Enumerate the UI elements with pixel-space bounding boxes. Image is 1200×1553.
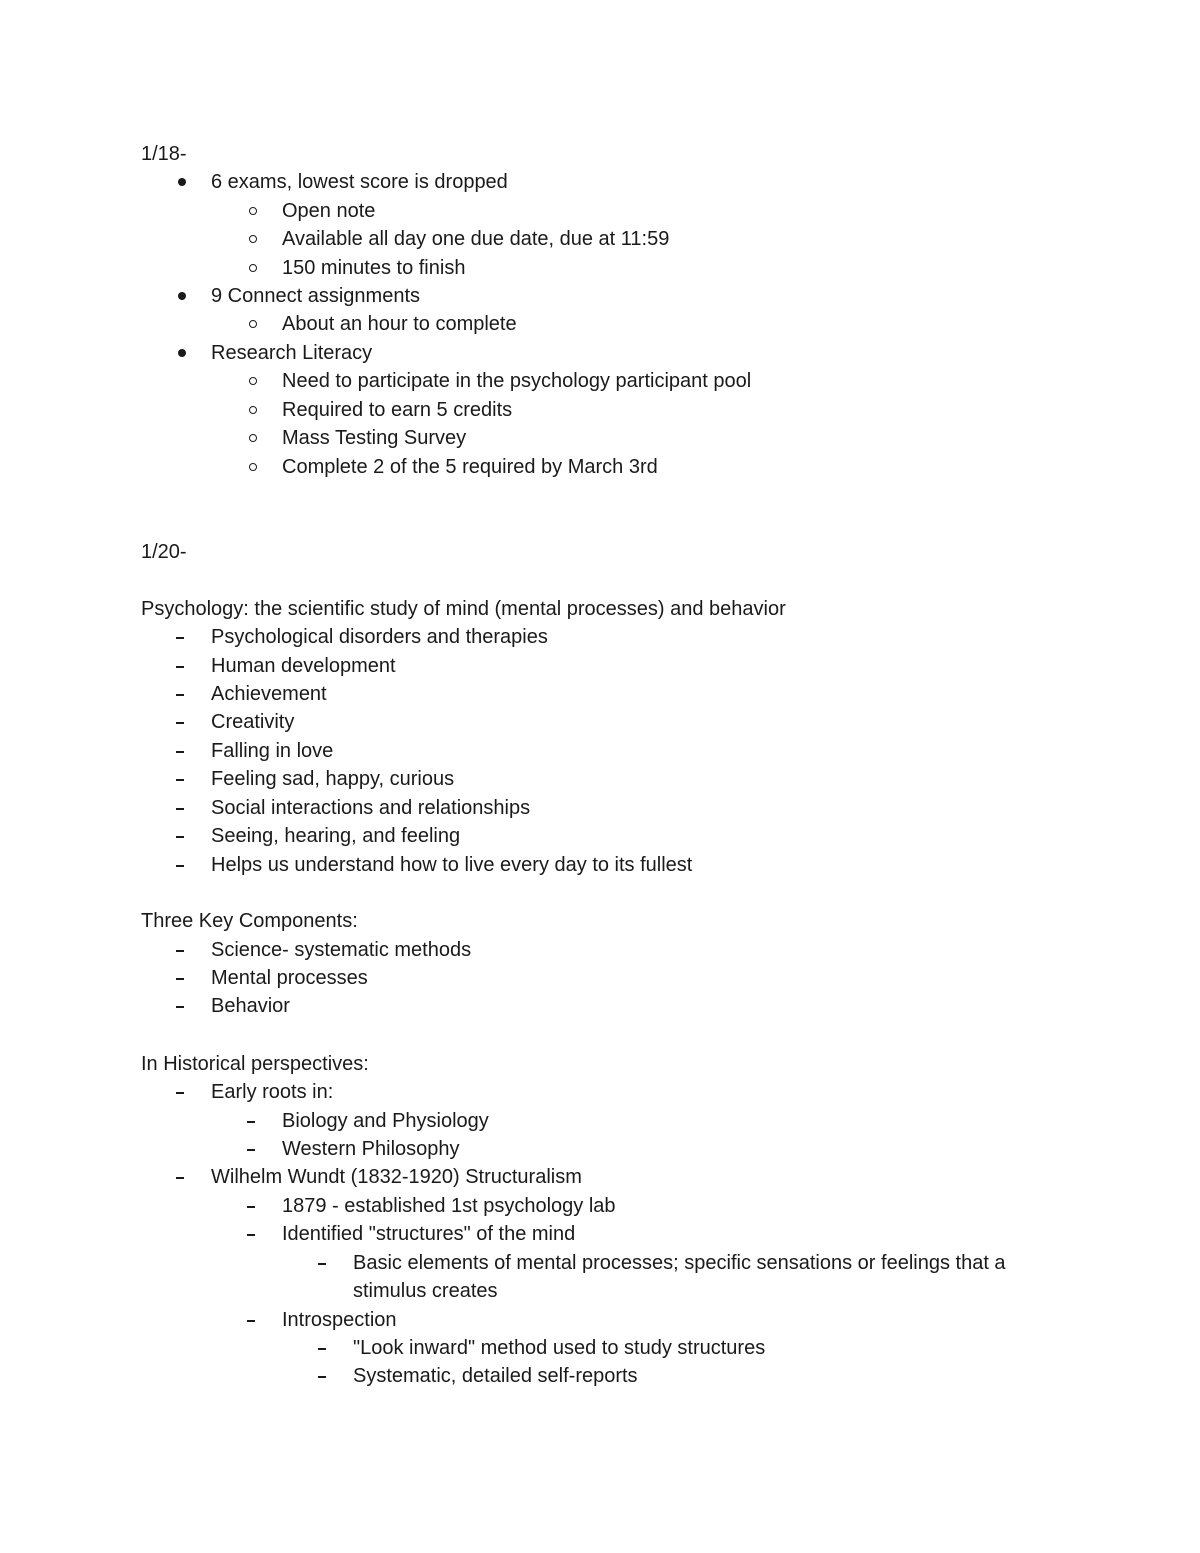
list-item-text: Mass Testing Survey	[282, 427, 467, 449]
list-item-text: Basic elements of mental processes; specific sensations or feelings that a	[353, 1252, 1006, 1274]
dash-icon	[176, 992, 196, 1020]
bullet-disc-icon	[178, 168, 198, 196]
dash-icon	[176, 1163, 196, 1191]
list-item-text: Research Literacy	[211, 342, 373, 364]
dash-icon	[176, 1078, 196, 1106]
bullet-circle-icon	[249, 310, 269, 338]
list-item-text: Early roots in:	[211, 1081, 334, 1103]
list-item-text: Systematic, detailed self-reports	[353, 1365, 638, 1387]
date-heading-text: 1/20-	[141, 541, 187, 563]
list-item-text: Identified "structures" of the mind	[282, 1223, 576, 1245]
dash-icon	[176, 708, 196, 736]
list-item-text: Behavior	[211, 995, 290, 1017]
bullet-circle-icon	[249, 367, 269, 395]
list-item-text: Introspection	[282, 1309, 397, 1331]
components-heading-text: Three Key Components:	[141, 910, 358, 932]
list-item-text: About an hour to complete	[282, 313, 517, 335]
bullet-circle-icon	[249, 453, 269, 481]
dash-icon	[176, 765, 196, 793]
dash-icon	[247, 1107, 267, 1135]
date-heading-text: 1/18-	[141, 143, 187, 165]
list-item-text: Biology and Physiology	[282, 1110, 489, 1132]
dash-icon	[318, 1362, 338, 1390]
list-item-text: Helps us understand how to live every day to its fullest	[211, 854, 693, 876]
dash-icon	[176, 737, 196, 765]
bullet-circle-icon	[249, 225, 269, 253]
list-item-text: stimulus creates	[353, 1280, 498, 1302]
list-item-text: Available all day one due date, due at 11:59	[282, 228, 670, 250]
list-item-text: Creativity	[211, 711, 295, 733]
list-item-text: Wilhelm Wundt (1832-1920) Structuralism	[211, 1166, 582, 1188]
list-item-text: Feeling sad, happy, curious	[211, 768, 455, 790]
list-item-text: Achievement	[211, 683, 327, 705]
list-item-text: Psychological disorders and therapies	[211, 626, 548, 648]
dash-icon	[176, 623, 196, 651]
history-heading-text: In Historical perspectives:	[141, 1053, 369, 1075]
list-item-text: 1879 - established 1st psychology lab	[282, 1195, 616, 1217]
list-item-text: Social interactions and relationships	[211, 797, 531, 819]
dash-icon	[176, 964, 196, 992]
bullet-circle-icon	[249, 424, 269, 452]
list-item-text: "Look inward" method used to study structures	[353, 1337, 766, 1359]
list-item-text: 9 Connect assignments	[211, 285, 421, 307]
bullet-disc-icon	[178, 339, 198, 367]
list-item-text: Required to earn 5 credits	[282, 399, 513, 421]
list-item-text: Human development	[211, 655, 396, 677]
bullet-disc-icon	[178, 282, 198, 310]
list-item-text: Science- systematic methods	[211, 939, 472, 961]
dash-icon	[176, 794, 196, 822]
dash-icon	[247, 1192, 267, 1220]
list-item-text: 150 minutes to finish	[282, 257, 466, 279]
dash-icon	[318, 1334, 338, 1362]
list-item-text: Open note	[282, 200, 376, 222]
definition-text: Psychology: the scientific study of mind (mental processes) and behavior	[141, 598, 786, 620]
bullet-circle-icon	[249, 197, 269, 225]
list-item-text: Complete 2 of the 5 required by March 3rd	[282, 456, 658, 478]
bullet-circle-icon	[249, 254, 269, 282]
dash-icon	[176, 822, 196, 850]
list-item-text: 6 exams, lowest score is dropped	[211, 171, 508, 193]
list-item-text: Need to participate in the psychology participant pool	[282, 370, 752, 392]
dash-icon	[176, 936, 196, 964]
dash-icon	[247, 1306, 267, 1334]
bullet-circle-icon	[249, 396, 269, 424]
dash-icon	[318, 1249, 338, 1277]
dash-icon	[176, 851, 196, 879]
list-item-text: Western Philosophy	[282, 1138, 460, 1160]
dash-icon	[176, 652, 196, 680]
list-item-text: Seeing, hearing, and feeling	[211, 825, 461, 847]
list-item-text: Mental processes	[211, 967, 368, 989]
dash-icon	[247, 1135, 267, 1163]
list-item-text: Falling in love	[211, 740, 334, 762]
dash-icon	[176, 680, 196, 708]
dash-icon	[247, 1220, 267, 1248]
